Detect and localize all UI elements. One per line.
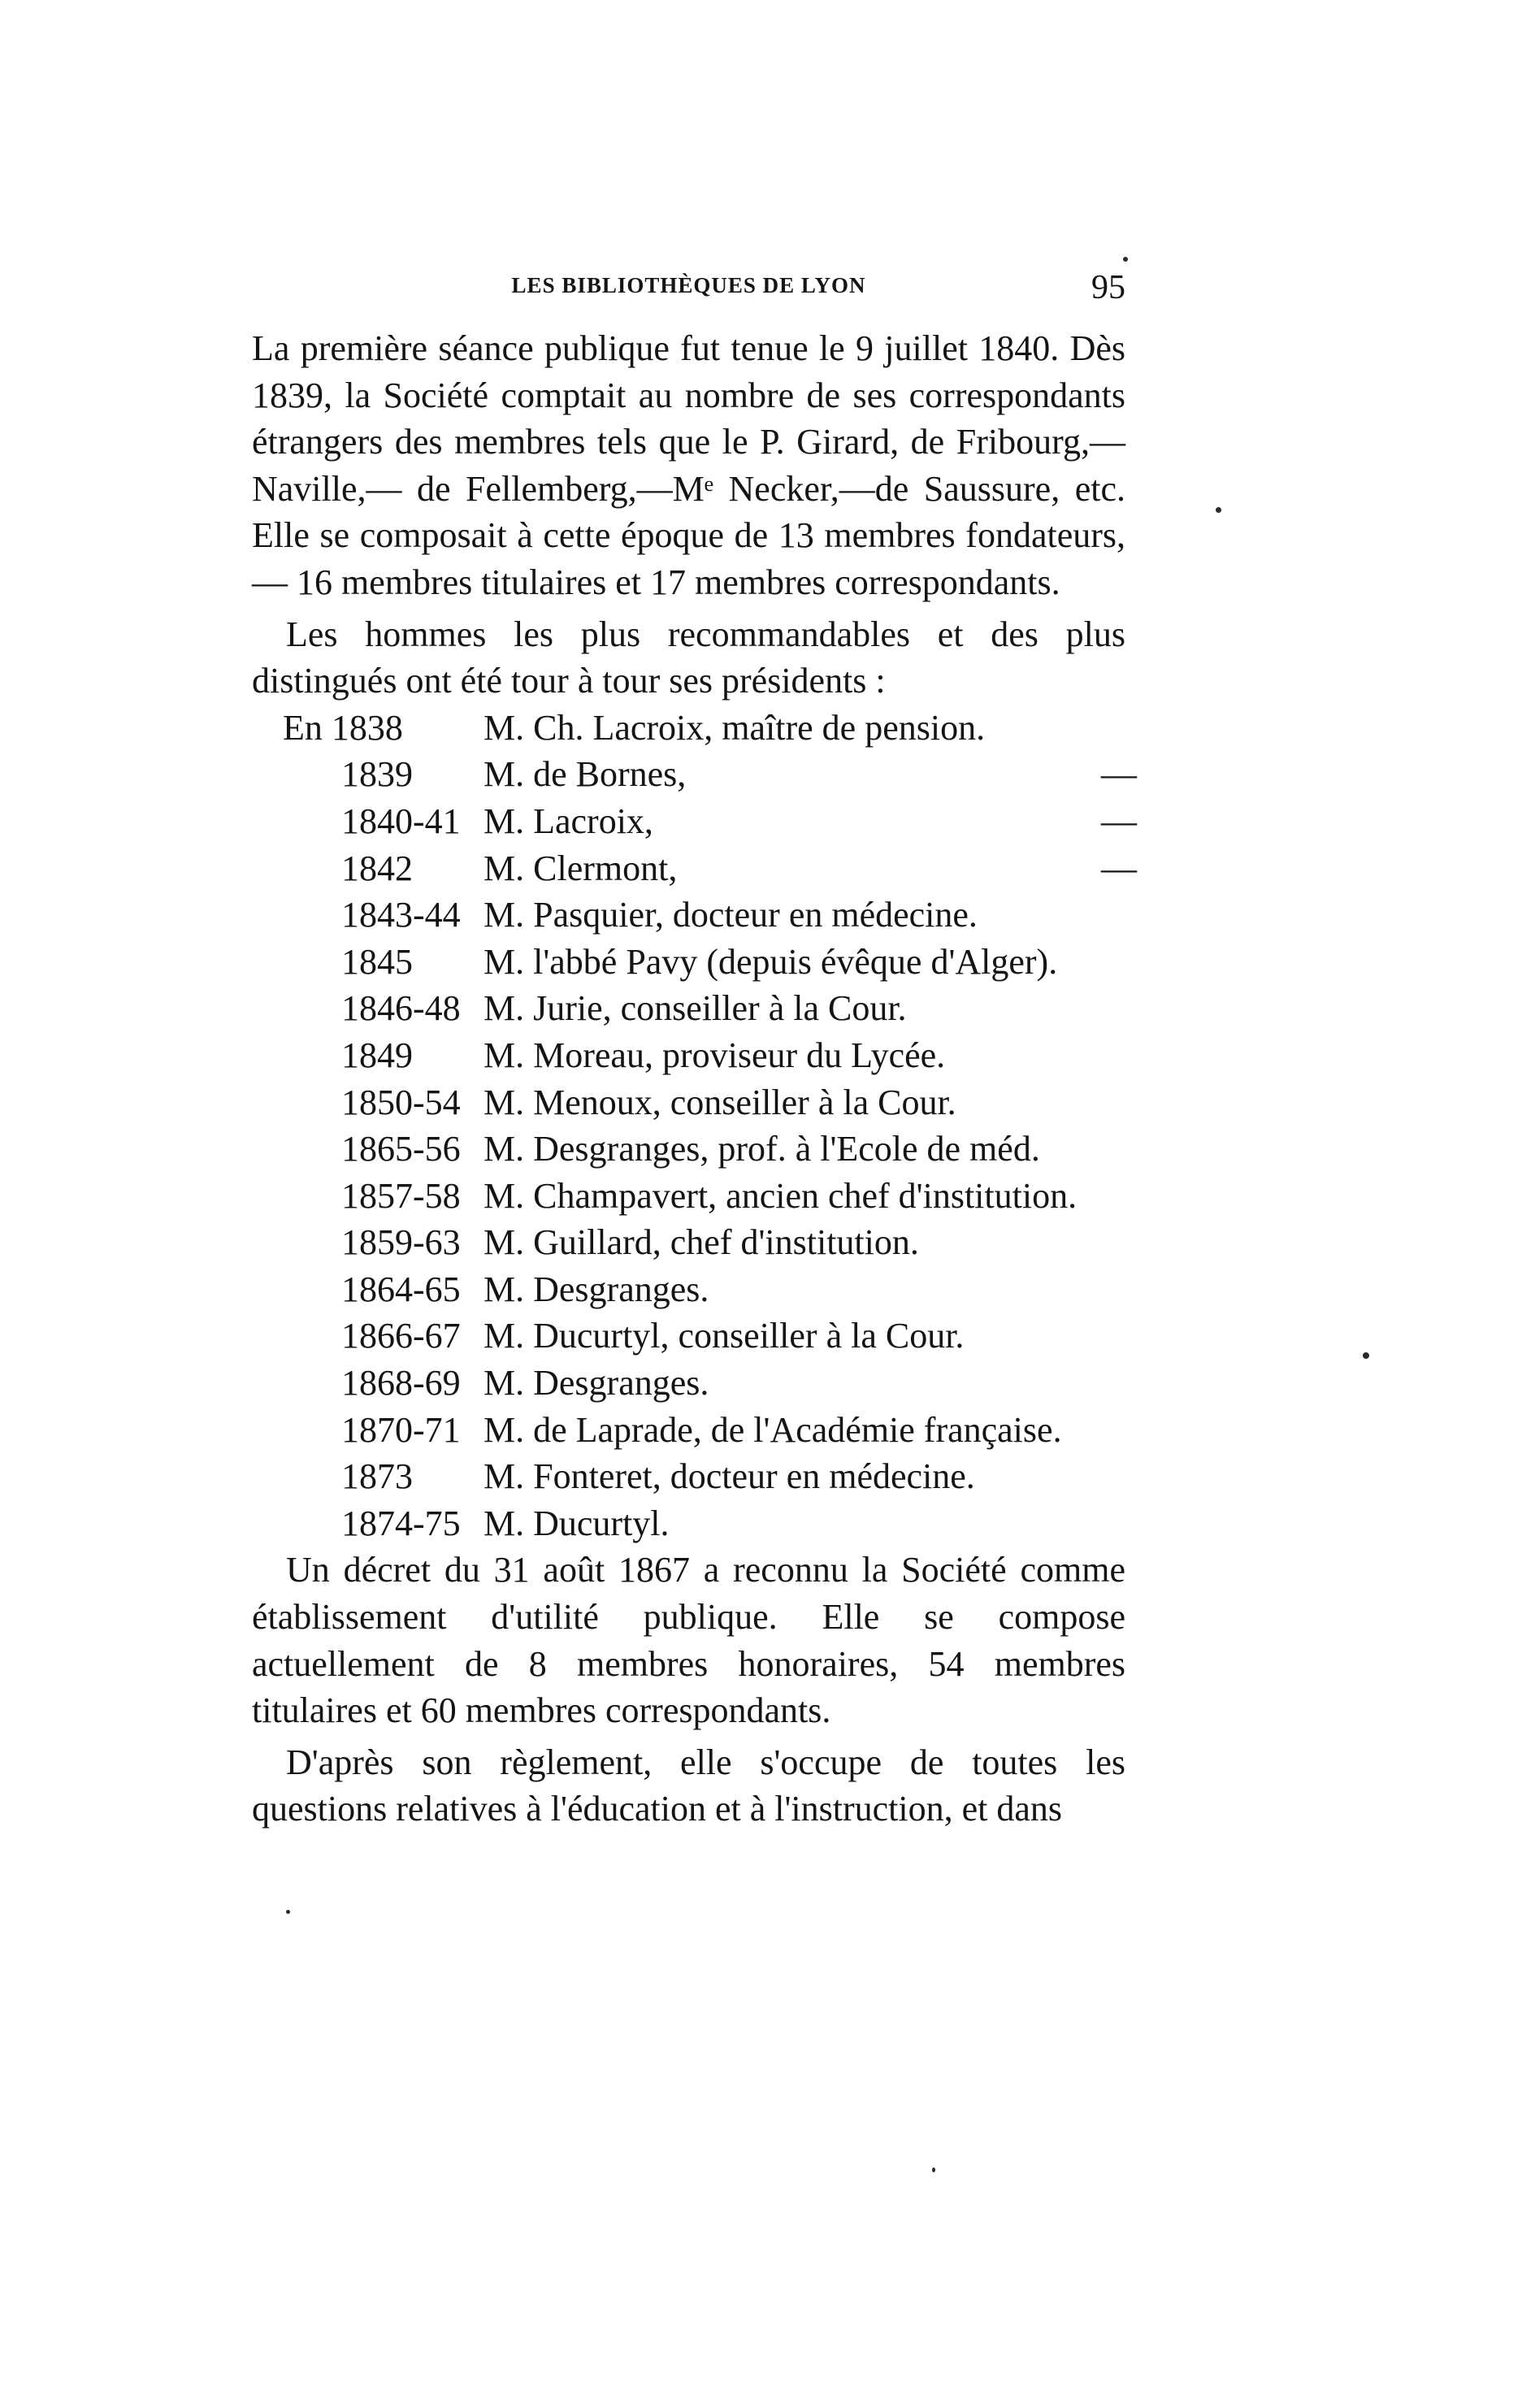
president-name: M. Champavert, ancien chef d'institution.	[483, 1175, 1078, 1216]
president-row	[252, 1500, 1125, 1547]
president-year: 1866-67	[341, 1316, 461, 1356]
president-row	[252, 1219, 1125, 1266]
president-name: M. Fonteret, docteur en médecine.	[483, 1456, 975, 1497]
president-row	[252, 751, 1137, 798]
page-header	[252, 269, 1125, 314]
president-row	[252, 1079, 1125, 1126]
ditto-mark: —	[1101, 848, 1137, 888]
president-year: 1840-41	[341, 800, 461, 841]
president-name: M. Ch. Lacroix, maître de pension.	[483, 707, 986, 748]
body-text	[252, 325, 1137, 1833]
president-year: En 1838	[283, 707, 403, 748]
president-year: 1843-44	[341, 895, 461, 935]
scan-speck	[1123, 257, 1128, 262]
president-row	[252, 892, 1125, 939]
president-name: M. Clermont,	[483, 848, 678, 888]
president-row	[252, 1453, 1125, 1500]
president-row	[252, 705, 1125, 752]
running-title: LES BIBLIOTHÈQUES DE LYON	[511, 273, 866, 297]
president-year: 1873	[341, 1456, 413, 1497]
president-name: M. Lacroix,	[483, 800, 653, 841]
scan-speck	[932, 2167, 935, 2172]
president-name: M. Pasquier, docteur en médecine.	[483, 895, 978, 935]
president-year: 1870-71	[341, 1409, 461, 1450]
president-year: 1868-69	[341, 1363, 461, 1404]
president-year: 1859-63	[341, 1222, 461, 1263]
president-year: 1850-54	[341, 1082, 461, 1122]
president-row	[252, 1126, 1125, 1173]
president-name: M. Desgranges.	[483, 1269, 709, 1309]
ditto-mark: —	[1101, 754, 1137, 795]
president-row	[252, 798, 1137, 845]
president-name: M. Guillard, chef d'institution.	[483, 1222, 919, 1263]
president-year: 1865-56	[341, 1129, 461, 1169]
president-name: M. Ducurtyl, conseiller à la Cour.	[483, 1316, 965, 1356]
president-year: 1857-58	[341, 1175, 461, 1216]
presidents-list	[252, 705, 1137, 1547]
paragraph-decree: Un décret du 31 août 1867 a reconnu la Société comme établissement d'utilité publique. Elle se compose actuellement de 8 membres honoraires, 54 membres titulaires et 60 membres correspondants.	[252, 1550, 1125, 1731]
president-year: 1874-75	[341, 1503, 461, 1543]
president-row	[252, 985, 1125, 1032]
president-name: M. Jurie, conseiller à la Cour.	[483, 988, 907, 1029]
president-name: M. Menoux, conseiller à la Cour.	[483, 1082, 956, 1122]
president-year: 1846-48	[341, 988, 461, 1029]
presidents-intro: En	[283, 707, 323, 748]
president-row	[252, 1407, 1125, 1454]
president-row	[252, 1266, 1125, 1313]
scan-speck	[1216, 507, 1221, 513]
president-name: M. Moreau, proviseur du Lycée.	[483, 1035, 946, 1075]
ditto-mark: —	[1101, 800, 1137, 841]
paragraph-regulation: D'après son règlement, elle s'occupe de toutes les questions relatives à l'éducation et à l'instruction, et dans	[252, 1742, 1125, 1829]
president-row	[252, 1360, 1125, 1407]
paragraph-first-session: La première séance publique fut tenue le 9 juillet 1840. Dès 1839, la Société comptait au nombre de ses correspondants étrangers des membres tels que le P. Girard, de Fribourg,— Naville,— de Fellemberg,—Mᵉ Necker,—de Saussure, etc. Elle se composait à cette époque de 13 membres fondateurs, — 16 membres titulaires et 17 membres correspondants.	[252, 328, 1125, 602]
president-year: 1839	[341, 754, 413, 795]
president-year: 1864-65	[341, 1269, 461, 1309]
president-row	[252, 1312, 1125, 1360]
president-year: 1845	[341, 941, 413, 982]
scan-speck	[1363, 1352, 1369, 1359]
paragraph-presidents-intro: Les hommes les plus recommandables et des plus distingués ont été tour à tour ses présidents :	[252, 614, 1125, 701]
president-name: M. Desgranges.	[483, 1363, 709, 1404]
president-row	[252, 1032, 1125, 1079]
president-year: 1849	[341, 1035, 413, 1075]
president-row	[252, 845, 1137, 892]
president-name: M. Ducurtyl.	[483, 1503, 670, 1543]
president-year: 1842	[341, 848, 413, 888]
president-name: M. de Bornes,	[483, 754, 687, 795]
page-number: 95	[1091, 269, 1125, 306]
president-row	[252, 1173, 1125, 1220]
president-name: M. l'abbé Pavy (depuis évêque d'Alger).	[483, 941, 1058, 982]
president-name: M. de Laprade, de l'Académie française.	[483, 1409, 1062, 1450]
scan-speck	[286, 1910, 290, 1914]
president-name: M. Desgranges, prof. à l'Ecole de méd.	[483, 1129, 1040, 1169]
president-row	[252, 939, 1125, 986]
